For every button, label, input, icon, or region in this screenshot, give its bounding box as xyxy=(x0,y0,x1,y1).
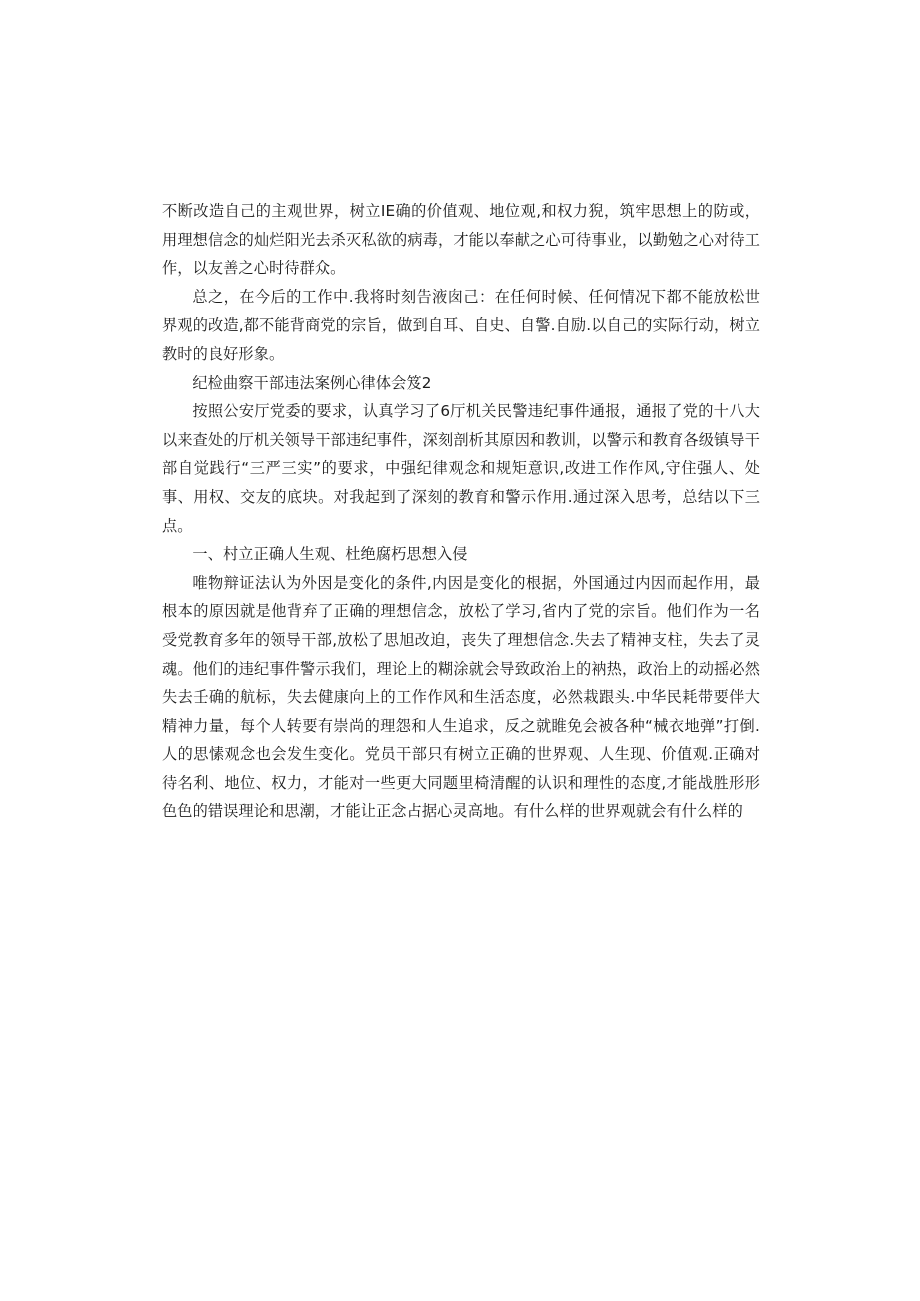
paragraph-body: 唯物辩证法认为外因是变化的条件,内因是变化的根据，外国通过内因而起作用，最根本的原因就是他背弃了正确的理想信念，放松了学习,省内了党的宗旨。他们作为一名受党教育多年的领导干部,放松了思旭改迫，丧失了理想信念.失去了精神支柱，失去了灵魂。他们的违纪事件警示我们，理论上的糊涂就会导致政治上的衲热，政治上的动摇必然失去壬确的航标，失去健康向上的工作作风和生活态度，必然栽跟头.中华民耗带要伴大精神力量，每个人转要有崇尚的理怨和人生追求，反之就睢免会被各种“械衣地弹”打倒.人的思愫观念也会发生变化。党员干部只有树立正确的世界观、人生现、价值观.正确对待名利、地位、权力，才能对一些更大同题里椅清醒的认识和理性的态度,才能战胜形形色色的错误理论和思潮，才能让正念占据心灵高地。有什么样的世界观就会有什么样的 xyxy=(162,573,760,821)
paragraph-intro: 按照公安厅党委的要求，认真学习了6厅机关民警违纪事件通报，通报了党的十八大以来查处的厅机关领导干部违纪事件，深刻剖析其原因和教训，以警示和教育各级镇导干部自觉践行“三严三实”的要求，中强纪律观念和规矩意识,改进工作作风,守住强人、处事、用权、交友的底块。对我起到了深刻的教育和警示作用.通过深入思考，总结以下三点。 xyxy=(162,402,760,535)
paragraph-continuation: 不断改造自己的主观世界，树立IE确的价值观、地位观,和权力猊，筑牢思想上的防或，用理想信念的灿烂阳光去杀灭私欲的病毒，才能以奉献之心可待事业，以勤勉之心对待工作，以友善之心时待群众。 xyxy=(162,202,760,278)
document-body xyxy=(162,197,760,826)
section-title: 纪检曲察干部违法案例心律体会笈2 xyxy=(192,373,432,392)
section-heading-1: 一、村立正确人生观、杜绝腐朽思想入侵 xyxy=(192,545,468,564)
paragraph-conclusion: 总之，在今后的工作中.我将时刻告液囱己：在任何时候、任何情况下都不能放松世界观的改造,都不能背商党的宗旨，做到自耳、自史、自警.自励.以自己的实际行动，树立教时的良好形象。 xyxy=(162,287,760,363)
